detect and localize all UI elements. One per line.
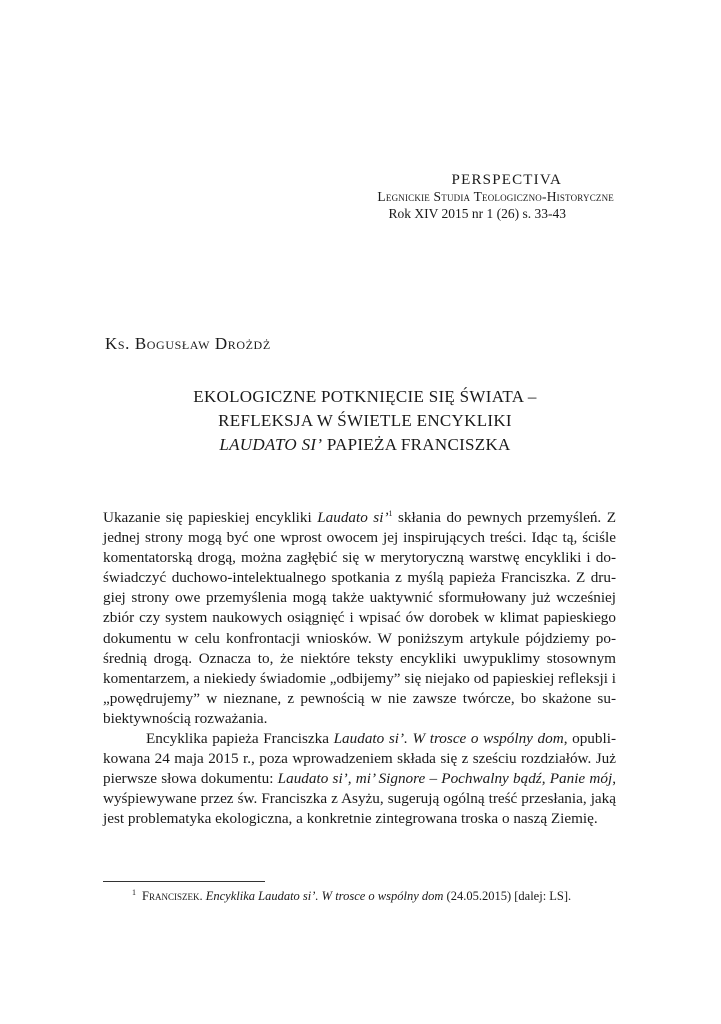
paragraph-1: [103, 508, 616, 729]
footnote: [132, 888, 571, 904]
journal-logo: perspectiva: [451, 165, 562, 189]
footnote-divider: [103, 881, 265, 882]
p1-italic: Laudato si’: [317, 509, 389, 526]
paragraph-2: [103, 729, 616, 829]
p2-part1: Encyklika papieża Franciszka: [146, 730, 334, 748]
footnote-rest: (24.05.2015) [dalej: LS].: [443, 889, 572, 903]
journal-header: [377, 166, 614, 222]
p2-italic2: Laudato si’, mi’ Signore – Pochwalny bądź, Panie mój: [277, 770, 613, 788]
p2-part2: , opublikowana 24 maja 2015 r., poza wprowadzeniem składa się z sześciu rozdziałów. Już pierwsze słowa dokumentu:: [103, 730, 616, 788]
p2-italic1: Laudato si’. W trosce o wspólny dom: [333, 730, 564, 748]
title-line-3: [110, 433, 620, 457]
footnote-italic: Encyklika Laudato si’. W trosce o wspólny dom: [202, 889, 444, 903]
body-text: [103, 508, 616, 830]
title-line-1: EKOLOGICZNE POTKNIĘCIE SIĘ ŚWIATA –: [193, 387, 537, 406]
journal-subtitle: Legnickie Studia Teologiczno-Historyczne: [377, 189, 614, 204]
p1-before-italic: Ukazanie się papieskiej encykliki: [103, 509, 318, 526]
footnote-number: 1: [132, 887, 136, 897]
p2-part3: , wyśpiewywane przez św. Franciszka z Asyżu, sugerują ogólną treść przesłania, jaką jest problematyka ekologiczna, a konkretnie zintegrowana troska o naszą Ziemię.: [103, 770, 616, 828]
p1-after-italic: skłania do pewnych przemyśleń. Z jednej strony mogą być one wprost owocem jej inspirujących treści. Idąc tą, ściśle komentatorską drogą, można zagłębić się w merytoryczną warstwę encykliki i doświadczyć duchowo-intelektualnego spotkania z myślą papieża Franciszka. Z drugiej strony owe przemyślenia mogą także uaktywnić sformułowany już wcześniej zbiór czy system naukowych osiągnięć i wpisać ów dorobek w klimat papieskiego dokumentu w celu konfrontacji wniosków. W poniższym artykule pójdziemy pośrednią drogą. Oznacza to, że niektóre teksty encykliki uwypuklimy stosownym komentarzem, a niekiedy świadomie „odbijemy” się niejako od papieskiej refleksji i „powędrujemy” w nieznane, z pewnością w nie zawsze twórcze, bo skażone subiektywnością rozważania.: [103, 509, 616, 727]
journal-issue: Rok XIV 2015 nr 1 (26) s. 33-43: [388, 206, 566, 221]
title-italic: LAUDATO SI’: [219, 435, 323, 454]
article-title: [110, 385, 620, 457]
author-name: Ks. Bogusław Drożdż: [105, 334, 271, 353]
footnote-ref[interactable]: 1: [388, 508, 393, 518]
title-line-2: REFLEKSJA W ŚWIETLE ENCYKLIKI: [218, 411, 512, 430]
footnote-author: Franciszek.: [142, 889, 203, 903]
title-line-3-rest: PAPIEŻA FRANCISZKA: [322, 435, 511, 454]
